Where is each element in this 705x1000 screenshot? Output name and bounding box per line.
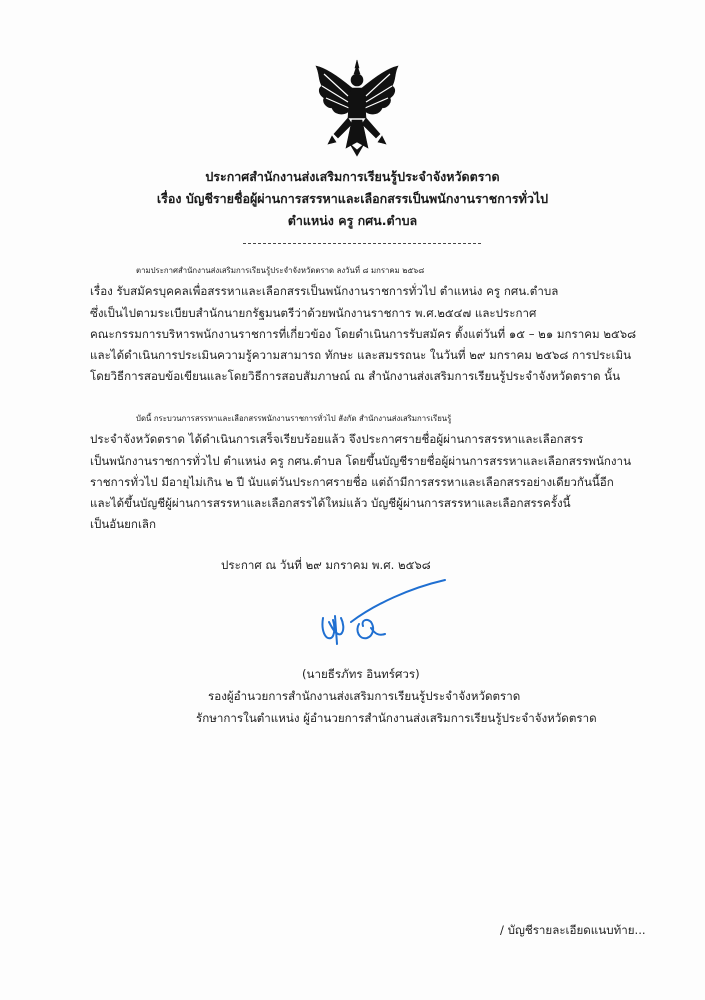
paragraph-line: ราชการทั่วไป มีอายุไม่เกิน ๒ ปี นับแต่วันประกาศรายชื่อ แต่ถ้ามีการสรรหาและเลือกสรรอย่างเดียวกันนี้อีก xyxy=(90,474,614,489)
paragraph-line: ซึ่งเป็นไปตามระเบียบสำนักนายกรัฐมนตรีว่าด้วยพนักงานราชการ พ.ศ.๒๕๔๗ และประกาศ xyxy=(90,305,537,320)
paragraph-line: คณะกรรมการบริหารพนักงานราชการที่เกี่ยวข้อง โดยดำเนินการรับสมัคร ตั้งแต่วันที่ ๑๕ – ๒๑ มกราคม ๒๕๖๘ xyxy=(90,326,637,341)
announcement-position: ตำแหน่ง ครู กศน.ตำบล xyxy=(287,213,418,228)
body-paragraph-1 xyxy=(90,260,646,388)
signer-acting-position: รักษาการในตำแหน่ง ผู้อำนวยการสำนักงานส่งเสริมการเรียนรู้ประจำจังหวัดตราด xyxy=(196,711,597,725)
body-paragraph-2 xyxy=(90,408,646,536)
header-divider xyxy=(243,243,481,244)
paragraph-line: และได้ขึ้นบัญชีผู้ผ่านการสรรหาและเลือกสรรได้ใหม่แล้ว บัญชีผู้ผ่านการสรรหาและเลือกสรรครั้งนี้ xyxy=(90,496,571,511)
garuda-emblem-icon xyxy=(312,58,402,158)
paragraph-line: และได้ดำเนินการประเมินความรู้ความสามารถ ทักษะ และสมรรถนะ ในวันที่ ๒๙ มกราคม ๒๕๖๘ การประเมิน xyxy=(90,348,632,363)
announcement-date: ประกาศ ณ วันที่ ๒๙ มกราคม พ.ศ. ๒๕๖๘ xyxy=(221,558,431,572)
handwritten-signature-icon xyxy=(315,578,450,653)
continuation-note: / บัญชีรายละเอียดแนบท้าย... xyxy=(500,923,646,937)
paragraph-line: โดยวิธีการสอบข้อเขียนและโดยวิธีการสอบสัมภาษณ์ ณ สำนักงานส่งเสริมการเรียนรู้ประจำจังหวัดตราด นั้น xyxy=(90,369,621,384)
paragraph-line: เป็นพนักงานราชการทั่วไป ตำแหน่ง ครู กศน.ตำบล โดยขึ้นบัญชีรายชื่อผู้ผ่านการสรรหาและเลือกสรรพนักงาน xyxy=(90,453,631,468)
paragraph-line: ประจำจังหวัดตราด ได้ดำเนินการเสร็จเรียบร้อยแล้ว จึงประกาศรายชื่อผู้ผ่านการสรรหาและเลือกสรร xyxy=(90,432,584,447)
paragraph-line: บัดนี้ กระบวนการสรรหาและเลือกสรรพนักงานราชการทั่วไป สังกัด สำนักงานส่งเสริมการเรียนรู้ xyxy=(136,414,452,423)
signer-position: รองผู้อำนวยการสำนักงานส่งเสริมการเรียนรู้ประจำจังหวัดตราด xyxy=(208,689,521,703)
announcement-title: ประกาศสำนักงานส่งเสริมการเรียนรู้ประจำจังหวัดตราด xyxy=(205,169,500,184)
signer-name: (นายธีรภัทร อินทร์ศวร) xyxy=(302,667,420,681)
paragraph-line: เรื่อง รับสมัครบุคคลเพื่อสรรหาและเลือกสรรเป็นพนักงานราชการทั่วไป ตำแหน่ง ครู กศน.ตำบล xyxy=(90,284,559,299)
paragraph-line: ตามประกาศสำนักงานส่งเสริมการเรียนรู้ประจำจังหวัดตราด ลงวันที่ ๘ มกราคม ๒๕๖๘ xyxy=(136,266,425,275)
paragraph-line: เป็นอันยกเลิก xyxy=(90,517,157,532)
announcement-subject: เรื่อง บัญชีรายชื่อผู้ผ่านการสรรหาและเลือกสรรเป็นพนักงานราชการทั่วไป xyxy=(156,191,549,206)
